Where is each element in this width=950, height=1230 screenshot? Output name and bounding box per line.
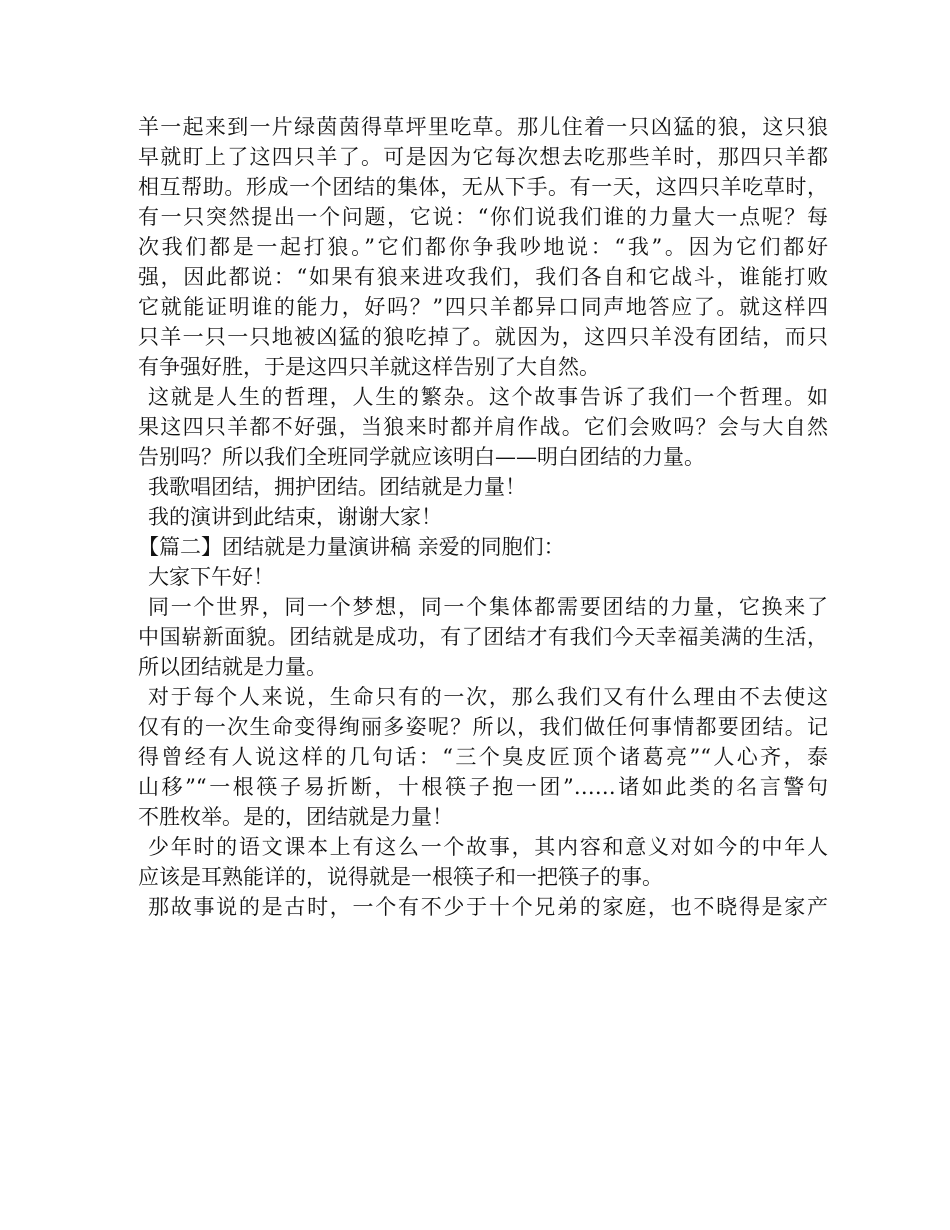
text-line: 所以团结就是力量。 [138, 655, 327, 679]
text-line: 少年时的语文课本上有这么一个故事，其内容和意义对如今的中年人 [148, 835, 828, 859]
text-line: 我的演讲到此结束，谢谢大家！ [148, 505, 442, 529]
text-line: 告别吗？所以我们全班同学就应该明白——明白团结的力量。 [138, 445, 705, 469]
text-line: 羊一起来到一片绿茵茵得草坪里吃草。那儿住着一只凶猛的狼，这只狼 [138, 115, 828, 139]
document-body [138, 112, 828, 922]
text-line: 应该是耳熟能详的，说得就是一根筷子和一把筷子的事。 [138, 865, 663, 889]
text-line: 同一个世界，同一个梦想，同一个集体都需要团结的力量，它换来了 [148, 595, 828, 619]
text-line: 我歌唱团结，拥护团结。团结就是力量！ [148, 475, 526, 499]
text-line: 仅有的一次生命变得绚丽多姿呢？所以，我们做任何事情都要团结。记 [138, 715, 828, 739]
text-line: 得曾经有人说这样的几句话：“三个臭皮匠顶个诸葛亮”“人心齐，泰 [138, 745, 828, 769]
text-line: 这就是人生的哲理，人生的繁杂。这个故事告诉了我们一个哲理。如 [148, 385, 828, 409]
text-line: 大家下午好！ [148, 565, 274, 589]
text-line: 次我们都是一起打狼。”它们都你争我吵地说：“我”。因为它们都好 [138, 235, 828, 259]
text-line: 强，因此都说：“如果有狼来进攻我们，我们各自和它战斗，谁能打败 [138, 265, 828, 289]
text-line: 它就能证明谁的能力，好吗？”四只羊都异口同声地答应了。就这样四 [138, 295, 828, 319]
text-line: 中国崭新面貌。团结就是成功，有了团结才有我们今天幸福美满的生活， [138, 625, 828, 649]
section-heading: 【篇二】团结就是力量演讲稿 亲爱的同胞们： [138, 535, 565, 559]
text-line: 只羊一只一只地被凶猛的狼吃掉了。就因为，这四只羊没有团结，而只 [138, 325, 828, 349]
text-line: 那故事说的是古时，一个有不少于十个兄弟的家庭，也不晓得是家产 [148, 895, 828, 919]
text-line: 果这四只羊都不好强，当狼来时都并肩作战。它们会败吗？会与大自然 [138, 415, 828, 439]
text-line: 山移”“一根筷子易折断，十根筷子抱一团”……诸如此类的名言警句 [138, 775, 828, 799]
text-line: 相互帮助。形成一个团结的集体，无从下手。有一天，这四只羊吃草时， [138, 175, 828, 199]
text-line: 有一只突然提出一个问题，它说：“你们说我们谁的力量大一点呢？每 [138, 205, 828, 229]
text-line: 有争强好胜，于是这四只羊就这样告别了大自然。 [138, 355, 600, 379]
text-line: 早就盯上了这四只羊了。可是因为它每次想去吃那些羊时，那四只羊都 [138, 145, 828, 169]
text-line: 对于每个人来说，生命只有的一次，那么我们又有什么理由不去使这 [148, 685, 828, 709]
text-line: 不胜枚举。是的，团结就是力量！ [138, 805, 453, 829]
